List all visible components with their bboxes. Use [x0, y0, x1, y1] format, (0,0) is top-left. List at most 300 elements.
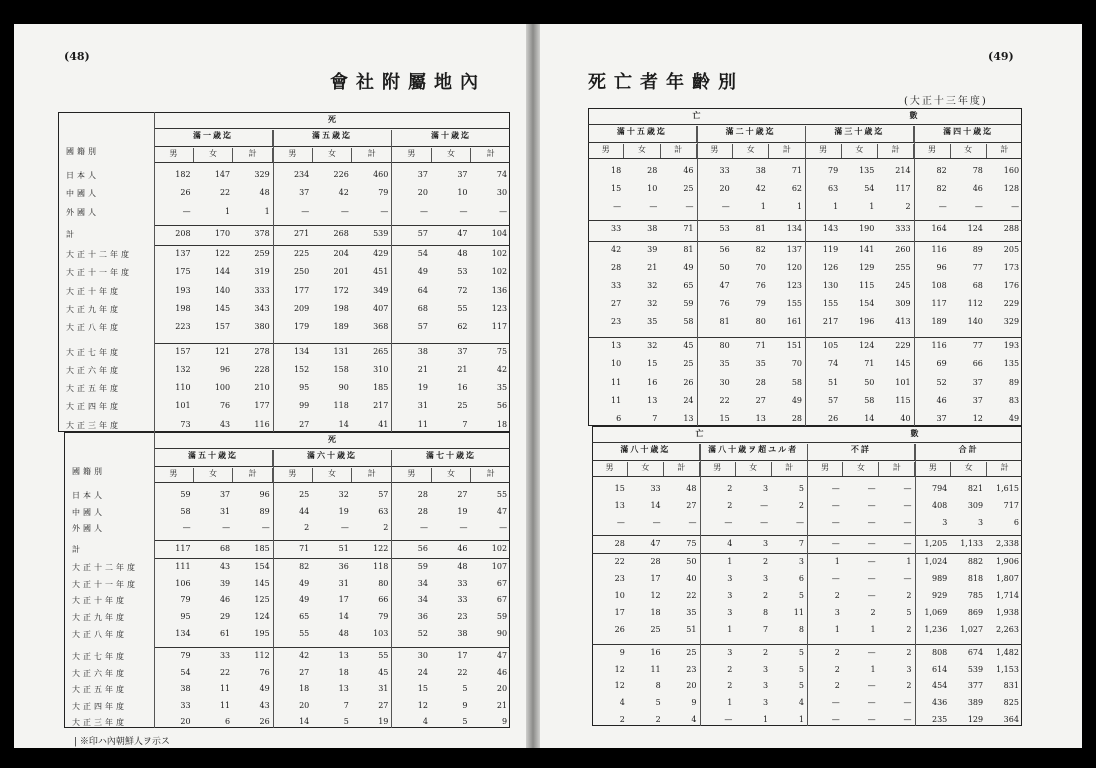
age-group-header: 滿五歳迄	[272, 130, 391, 146]
data-cell: 2	[727, 681, 733, 691]
data-cell: 45	[378, 667, 389, 677]
data-cell: 229	[895, 341, 911, 351]
data-cell: 1	[834, 557, 840, 567]
data-cell: 48	[259, 188, 270, 198]
sex-header: 計	[470, 148, 510, 162]
row-label: 中國人	[72, 507, 105, 517]
data-cell: 22	[457, 667, 468, 677]
data-row	[154, 629, 510, 641]
data-cell: —	[903, 715, 912, 725]
data-cell: 59	[496, 612, 508, 621]
data-row	[154, 322, 510, 334]
data-cell: 20	[299, 700, 310, 710]
data-cell: 58	[791, 377, 803, 387]
data-cell: —	[867, 557, 876, 567]
data-cell: 16	[457, 383, 468, 393]
sex-header: 男	[807, 462, 843, 476]
data-row	[154, 684, 510, 696]
row-label: 大正十年度	[72, 596, 127, 606]
data-cell: 128	[1003, 184, 1020, 194]
left-table-lower	[64, 432, 510, 728]
data-cell: 19	[378, 717, 389, 727]
data-cell: 1	[870, 664, 876, 674]
data-cell: 1,153	[996, 664, 1019, 674]
data-cell: —	[616, 517, 625, 527]
caption-right-text: 數	[909, 110, 918, 120]
row-label: 大正十一年度	[72, 579, 138, 589]
row-label: 大正三年度	[72, 718, 127, 728]
data-cell: 1	[906, 557, 912, 567]
sex-header: 男	[272, 468, 312, 482]
data-cell: 2	[834, 681, 840, 691]
data-cell: 2	[727, 484, 733, 493]
data-cell: 189	[333, 322, 349, 332]
data-cell: —	[760, 500, 769, 510]
data-cell: 15	[417, 684, 428, 694]
label-column-divider	[154, 432, 155, 728]
data-cell: 10	[614, 591, 625, 601]
data-cell: 134	[175, 628, 191, 638]
data-cell: 39	[219, 578, 231, 588]
data-cell: 55	[457, 304, 468, 313]
data-cell: 1	[727, 624, 733, 634]
data-cell: 25	[683, 359, 694, 369]
data-cell: 11	[417, 419, 428, 429]
data-cell: 1	[833, 202, 839, 212]
data-cell: 101	[895, 377, 911, 387]
data-cell: —	[182, 206, 191, 216]
data-cell: 90	[338, 383, 349, 393]
data-cell: 55	[496, 490, 508, 499]
data-cell: 173	[1003, 262, 1020, 272]
sex-header: 女	[841, 144, 877, 158]
data-cell: 255	[895, 262, 911, 272]
data-cell: —	[380, 206, 389, 216]
data-cell: 20	[719, 184, 730, 194]
data-cell: 1	[727, 557, 733, 567]
data-cell: —	[459, 206, 468, 216]
sex-header: 男	[391, 468, 431, 482]
data-cell: 62	[791, 184, 803, 194]
data-cell: 120	[786, 262, 803, 272]
data-cell: 234	[293, 170, 310, 179]
row-label: 計	[72, 544, 83, 554]
row-separator	[154, 647, 510, 648]
data-cell: —	[760, 517, 769, 527]
data-cell: 36	[338, 562, 349, 572]
data-cell: 117	[931, 299, 947, 308]
data-cell: 69	[936, 359, 947, 369]
data-cell: 40	[686, 574, 697, 584]
data-cell: 51	[828, 377, 839, 387]
data-cell: 79	[180, 651, 191, 661]
data-cell: 7	[652, 413, 658, 423]
sex-header: 男	[605, 463, 614, 472]
data-cell: —	[831, 538, 840, 548]
data-cell: 53	[457, 267, 468, 277]
sex-header: 計	[660, 144, 696, 158]
data-cell: 70	[791, 359, 803, 369]
data-cell: 288	[1003, 224, 1020, 234]
data-cell: 5	[655, 698, 661, 708]
data-cell: —	[938, 202, 947, 212]
data-cell: 27	[378, 700, 389, 710]
data-cell: —	[831, 484, 840, 493]
data-cell: 134	[786, 224, 803, 234]
data-cell: 26	[259, 717, 270, 727]
data-cell: 24	[683, 395, 694, 405]
row-label: 大正八年度	[72, 629, 127, 639]
data-cell: 250	[293, 267, 310, 277]
data-cell: 42	[755, 184, 766, 194]
data-cell: 155	[786, 299, 803, 308]
data-cell: 24	[417, 667, 428, 677]
data-cell: 27	[610, 299, 622, 308]
data-cell: 140	[967, 317, 983, 327]
data-cell: 95	[180, 612, 191, 621]
data-cell: 22	[614, 557, 625, 567]
data-cell: 28	[417, 506, 428, 516]
data-cell: 33	[650, 484, 661, 493]
data-cell: 309	[967, 500, 984, 510]
data-cell: 125	[254, 595, 270, 605]
data-cell: 107	[491, 562, 508, 572]
data-cell: 3	[906, 664, 912, 674]
data-cell: 123	[786, 280, 803, 290]
data-cell: 124	[967, 224, 983, 234]
data-cell: 57	[378, 490, 389, 499]
data-cell: 4	[422, 717, 428, 727]
sex-header: 計	[232, 148, 272, 162]
data-cell: 1	[870, 624, 876, 634]
data-cell: 5	[798, 664, 804, 674]
sex-header: 計	[771, 462, 807, 476]
label-column-divider	[154, 112, 155, 432]
data-cell: —	[182, 523, 191, 533]
data-row	[154, 267, 510, 279]
data-cell: 25	[650, 624, 661, 634]
sex-header: 計	[986, 144, 1022, 158]
data-cell: 90	[496, 628, 508, 638]
data-cell: 151	[786, 341, 803, 351]
data-cell: 89	[259, 506, 270, 516]
data-cell: 1,938	[996, 608, 1019, 617]
data-cell: 117	[175, 543, 191, 553]
row-label: 大正四年度	[66, 402, 121, 412]
data-cell: 37	[457, 170, 468, 179]
age-group-header: 滿六十歳迄	[272, 450, 391, 466]
data-cell: 37	[457, 346, 468, 356]
data-cell: 32	[647, 280, 658, 290]
data-cell: 33	[457, 595, 468, 605]
row-label: 大正十一年度	[66, 268, 132, 278]
row-label: 大正三年度	[66, 420, 121, 430]
age-group-header: 不詳	[807, 444, 915, 460]
data-cell: 21	[496, 700, 508, 710]
data-cell: 46	[683, 166, 694, 175]
data-cell: 31	[417, 401, 428, 411]
data-cell: 10	[647, 184, 658, 194]
data-cell: 74	[828, 359, 839, 369]
data-cell: 2	[834, 647, 840, 657]
data-cell: 831	[1003, 681, 1019, 691]
data-cell: 155	[822, 299, 839, 308]
group-divider	[914, 126, 915, 426]
data-cell: 37	[219, 490, 231, 499]
data-cell: 429	[373, 249, 389, 259]
age-group-header: 滿十五歳迄	[616, 126, 667, 136]
sex-header: 男	[169, 149, 178, 158]
data-cell: —	[261, 523, 270, 533]
data-cell: 195	[254, 628, 270, 638]
data-cell: 2	[655, 715, 661, 725]
data-cell: —	[974, 202, 983, 212]
page-title-left: 會社附屬地內	[330, 72, 486, 93]
data-cell: 19	[338, 506, 349, 516]
data-row	[154, 286, 510, 298]
sex-header-row	[154, 148, 510, 163]
data-row	[154, 304, 510, 316]
sex-header: 男	[601, 145, 610, 154]
data-cell: 71	[299, 543, 310, 553]
data-cell: 48	[457, 562, 468, 572]
data-cell: 157	[175, 346, 191, 356]
left-table-upper	[58, 112, 510, 432]
data-cell: 5	[906, 608, 912, 617]
data-cell: 115	[859, 280, 875, 290]
row-separator	[154, 540, 510, 541]
data-cell: 112	[967, 299, 983, 308]
data-cell: 58	[864, 395, 875, 405]
data-cell: 5	[798, 484, 804, 493]
data-cell: 118	[373, 562, 389, 572]
data-cell: 61	[219, 628, 231, 638]
data-cell: —	[1011, 202, 1020, 212]
data-cell: 22	[719, 395, 730, 405]
data-cell: 13	[338, 651, 349, 661]
data-cell: 49	[299, 578, 310, 588]
data-cell: 14	[650, 500, 661, 510]
data-cell: 27	[457, 490, 468, 499]
data-cell: 193	[175, 285, 191, 295]
sex-header: 女	[312, 468, 352, 482]
data-cell: 3	[763, 664, 769, 674]
data-cell: 137	[175, 249, 191, 259]
data-cell: 57	[417, 228, 428, 238]
data-cell: 65	[299, 612, 310, 621]
sex-header: 女	[623, 144, 659, 158]
left-page	[14, 24, 526, 748]
data-cell: 89	[1008, 377, 1020, 387]
data-cell: 83	[1008, 395, 1020, 405]
data-cell: 2	[906, 591, 912, 601]
data-cell: 193	[1003, 341, 1020, 351]
data-cell: 75	[496, 346, 508, 356]
group-divider	[805, 126, 806, 426]
data-cell: 79	[378, 612, 389, 621]
data-row	[154, 523, 510, 535]
data-cell: 436	[932, 698, 948, 708]
data-cell: 198	[333, 304, 349, 313]
data-cell: 18	[496, 419, 508, 429]
data-cell: 9	[501, 717, 508, 727]
data-cell: 259	[254, 249, 270, 259]
data-cell: 32	[338, 490, 349, 499]
group-divider	[391, 130, 392, 432]
data-cell: 73	[180, 419, 191, 429]
data-cell: 48	[686, 484, 697, 493]
data-cell: 2	[727, 500, 733, 510]
data-cell: 319	[254, 267, 270, 277]
table-body	[588, 108, 1022, 426]
data-cell: 28	[610, 262, 622, 272]
data-cell: 5	[343, 717, 349, 727]
row-label: 大正九年度	[66, 305, 121, 314]
data-cell: 49	[1008, 413, 1020, 423]
data-cell: 18	[610, 166, 622, 175]
data-cell: 343	[254, 304, 270, 313]
data-cell: 46	[457, 543, 468, 553]
data-row	[154, 490, 510, 502]
data-cell: —	[903, 538, 912, 548]
data-cell: 123	[491, 304, 508, 313]
data-cell: 42	[299, 651, 310, 661]
data-cell: 56	[496, 401, 508, 411]
data-cell: 77	[972, 262, 983, 272]
data-cell: 217	[822, 317, 839, 327]
data-cell: 33	[610, 224, 622, 234]
data-cell: 27	[686, 500, 697, 510]
data-cell: 9	[691, 698, 697, 708]
data-cell: 47	[457, 228, 468, 238]
data-cell: 49	[683, 262, 694, 272]
sex-header: 男	[805, 144, 841, 158]
data-cell: 89	[972, 244, 983, 254]
data-cell: 5	[462, 717, 468, 727]
data-cell: 3	[727, 647, 733, 657]
data-cell: 13	[610, 341, 622, 351]
data-cell: 4	[691, 715, 697, 725]
row-label: 大正五年度	[66, 384, 121, 394]
data-cell: 96	[259, 490, 270, 499]
data-row	[154, 401, 510, 413]
data-cell: 14	[338, 612, 349, 621]
caption-row	[154, 114, 510, 129]
data-cell: —	[867, 538, 876, 548]
row-label: 大正十二年度	[66, 250, 132, 260]
data-cell: 122	[373, 543, 389, 553]
data-cell: 145	[254, 578, 270, 588]
data-cell: 380	[254, 322, 270, 332]
data-cell: 59	[417, 562, 428, 572]
data-cell: 124	[859, 341, 875, 351]
data-cell: 11	[610, 377, 622, 387]
data-cell: 2	[304, 523, 310, 533]
data-cell: 161	[786, 317, 803, 327]
data-cell: 13	[755, 413, 766, 423]
age-group-header: 滿七十歳迄	[391, 450, 510, 466]
data-cell: 1,714	[996, 591, 1019, 601]
data-cell: 260	[895, 244, 911, 254]
data-cell: 54	[180, 667, 191, 677]
data-cell: 27	[755, 395, 766, 405]
data-cell: 929	[932, 591, 948, 601]
data-cell: —	[419, 523, 428, 533]
data-row	[154, 383, 510, 395]
data-cell: 141	[859, 244, 875, 254]
sex-header: 計	[351, 468, 391, 482]
data-cell: 130	[822, 280, 839, 290]
data-cell: 49	[417, 267, 428, 277]
data-cell: 7	[798, 538, 804, 548]
data-cell: 47	[496, 651, 508, 661]
sex-header: 女	[950, 144, 986, 158]
data-cell: 100	[214, 383, 231, 393]
data-cell: 33	[610, 280, 622, 290]
data-cell: 20	[686, 681, 697, 691]
data-cell: 96	[936, 262, 947, 272]
data-cell: 164	[931, 224, 947, 234]
data-cell: 18	[650, 608, 661, 617]
data-cell: 37	[972, 395, 983, 405]
data-cell: 154	[254, 562, 270, 572]
data-cell: 45	[683, 341, 694, 351]
data-cell: 26	[614, 624, 625, 634]
data-cell: 96	[219, 364, 231, 374]
data-row	[154, 595, 510, 607]
data-cell: 34	[417, 595, 428, 605]
data-cell: 614	[932, 664, 948, 674]
data-cell: 144	[214, 267, 231, 277]
data-cell: 389	[967, 698, 984, 708]
data-cell: 37	[417, 170, 428, 179]
data-cell: 310	[373, 364, 389, 374]
data-cell: 821	[967, 484, 984, 493]
data-cell: 3	[763, 484, 769, 493]
data-cell: —	[649, 202, 658, 212]
data-cell: 102	[491, 543, 508, 553]
data-cell: 50	[719, 262, 730, 272]
sex-header: 男	[272, 148, 312, 162]
data-cell: —	[613, 202, 622, 212]
data-cell: 1,906	[996, 557, 1019, 567]
data-cell: 44	[299, 506, 310, 516]
sex-header: 計	[877, 144, 913, 158]
data-cell: 229	[1003, 299, 1020, 308]
data-cell: 115	[895, 395, 911, 405]
data-cell: 119	[822, 244, 839, 254]
data-cell: 134	[293, 346, 310, 356]
data-cell: 47	[496, 506, 508, 516]
data-cell: —	[795, 517, 804, 527]
data-cell: 68	[972, 280, 983, 290]
data-cell: 1,205	[924, 538, 948, 548]
data-cell: 82	[936, 184, 947, 194]
data-cell: 99	[299, 401, 310, 411]
data-row	[154, 188, 510, 200]
data-cell: 25	[457, 401, 468, 411]
data-cell: 11	[219, 700, 231, 710]
data-cell: 3	[763, 681, 769, 691]
data-cell: 235	[932, 715, 948, 725]
data-cell: 214	[895, 166, 911, 175]
data-cell: 175	[175, 267, 191, 277]
sex-header: 女	[312, 148, 352, 162]
data-cell: 124	[254, 612, 270, 621]
data-cell: 35	[686, 608, 697, 617]
group-header-row	[154, 130, 510, 147]
data-cell: 48	[457, 249, 468, 259]
